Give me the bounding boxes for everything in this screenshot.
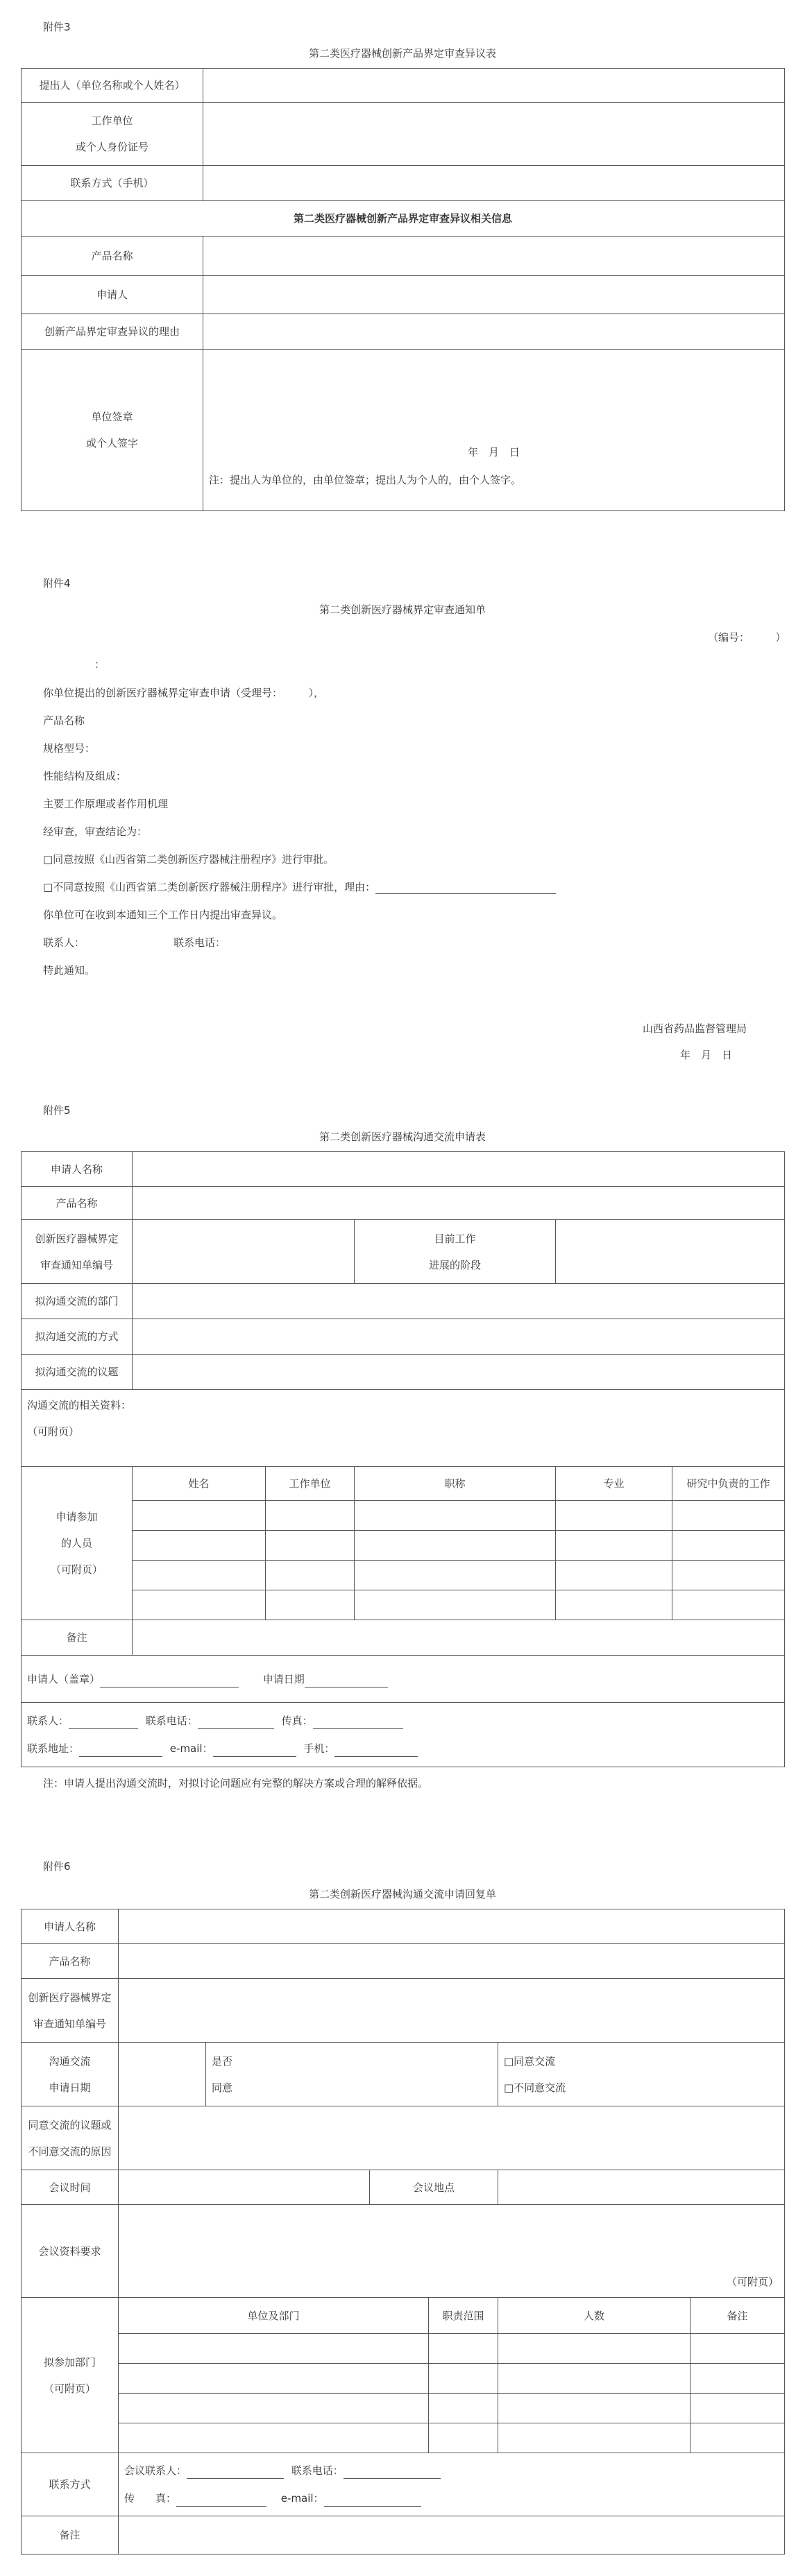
a6-applicant-name-label: 申请人名称	[22, 1909, 119, 1944]
a6-meeting-time-field[interactable]	[119, 2170, 370, 2205]
a5-people-cell[interactable]	[556, 1561, 672, 1590]
a4-p2: 产品名称	[43, 714, 85, 727]
a6-title: 第二类创新医疗器械沟通交流申请回复单	[308, 1888, 496, 1900]
a5-materials-field[interactable]	[22, 1390, 785, 1467]
a5-people-cell[interactable]	[355, 1590, 556, 1620]
a5-product-name-field[interactable]	[133, 1187, 785, 1220]
a6-dept-cell[interactable]	[690, 2364, 785, 2394]
a5-dept-label: 拟沟通交流的部门	[22, 1284, 133, 1319]
a5-applicant-name-field[interactable]	[133, 1152, 785, 1187]
a3-section-header: 第二类医疗器械创新产品界定审查异议相关信息	[22, 201, 785, 237]
a5-fax-blank[interactable]	[313, 1717, 403, 1729]
a6-applicant-name-field[interactable]	[119, 1909, 785, 1944]
a5-people-cell[interactable]	[672, 1531, 785, 1561]
a6-whether-label: 是否 同意	[206, 2043, 498, 2106]
a5-topic-label: 拟沟通交流的议题	[22, 1355, 133, 1390]
a6-remark-label: 备注	[22, 2516, 119, 2554]
a4-p11: 特此通知。	[43, 964, 96, 977]
a3-applicant-field[interactable]	[203, 276, 785, 314]
a5-materials-attach: （可附页）	[27, 1425, 80, 1438]
a4-p6: 经审查，审查结论为：	[43, 825, 148, 838]
a6-header-scope: 职责范围	[429, 2298, 498, 2334]
a6-dept-cell[interactable]	[429, 2394, 498, 2423]
a4-label: 附件4	[43, 577, 71, 590]
a6-contact-field: 会议联系人： 联系电话： 传 真： e-mail：	[119, 2453, 785, 2516]
a5-people-label: 申请参加 的人员 （可附页）	[22, 1467, 133, 1620]
a5-people-cell[interactable]	[266, 1561, 355, 1590]
a5-method-label: 拟沟通交流的方式	[22, 1319, 133, 1355]
a3-contact-label: 联系方式（手机）	[22, 166, 203, 201]
a6-header-unit: 单位及部门	[119, 2298, 429, 2334]
a5-date-blank[interactable]	[305, 1676, 388, 1688]
a6-materials-label: 会议资料要求	[22, 2205, 119, 2298]
a5-header-name: 姓名	[133, 1467, 266, 1501]
a6-meeting-time-label: 会议时间	[22, 2170, 119, 2205]
a6-agree-option[interactable]: □同意交流	[504, 2054, 556, 2068]
a4-p1: 你单位提出的创新医疗器械界定审查申请（受理号： ），	[43, 687, 325, 699]
a5-people-cell[interactable]	[556, 1531, 672, 1561]
a5-contact-person-blank[interactable]	[69, 1717, 138, 1729]
a5-notice-no-field[interactable]	[133, 1220, 355, 1284]
a5-people-cell[interactable]	[133, 1561, 266, 1590]
a5-people-cell[interactable]	[133, 1531, 266, 1561]
a6-fax-blank[interactable]	[176, 2495, 266, 2507]
a6-remark-field[interactable]	[119, 2516, 785, 2554]
a3-work-unit-field[interactable]	[203, 103, 785, 166]
a6-meeting-place-field[interactable]	[498, 2170, 785, 2205]
a5-remark-field[interactable]	[133, 1620, 785, 1656]
a6-meeting-contact-blank[interactable]	[187, 2467, 284, 2479]
a5-people-cell[interactable]	[266, 1590, 355, 1620]
a5-header-title: 职称	[355, 1467, 556, 1501]
a5-sign-row: 申请人（盖章） 申请日期	[22, 1656, 785, 1703]
a5-address-blank[interactable]	[79, 1745, 162, 1757]
a6-contact-phone-blank[interactable]	[344, 2467, 441, 2479]
a6-materials-field[interactable]	[119, 2205, 785, 2298]
a6-dept-cell[interactable]	[429, 2364, 498, 2394]
a4-date: 年 月 日	[680, 1049, 733, 1061]
a5-remark-label: 备注	[22, 1620, 133, 1656]
a3-reason-field[interactable]	[203, 314, 785, 350]
a5-product-name-label: 产品名称	[22, 1187, 133, 1220]
a6-notice-no-label: 创新医疗器械界定 审查通知单编号	[22, 1979, 119, 2043]
a3-contact-field[interactable]	[203, 166, 785, 201]
a5-topic-field[interactable]	[133, 1355, 785, 1390]
a6-email-blank[interactable]	[324, 2495, 421, 2507]
a5-people-cell[interactable]	[133, 1501, 266, 1531]
a3-objection-table	[21, 68, 785, 511]
a4-title: 第二类创新医疗器械界定审查通知单	[319, 603, 486, 616]
a6-date-label: 沟通交流 申请日期	[22, 2043, 119, 2106]
a6-dept-cell[interactable]	[119, 2334, 429, 2364]
a5-stage-label: 目前工作 进展的阶段	[355, 1220, 556, 1284]
a5-stage-field[interactable]	[556, 1220, 785, 1284]
a5-application-table	[21, 1151, 785, 1767]
a5-notice-no-label: 创新医疗器械界定 审查通知单编号	[22, 1220, 133, 1284]
a4-org: 山西省药品监督管理局	[643, 1022, 747, 1035]
a5-method-field[interactable]	[133, 1319, 785, 1355]
a4-contact-person: 联系人：	[43, 936, 85, 949]
a5-contact-row: 联系人： 联系电话： 传真： 联系地址： e-mail： 手机：	[22, 1703, 785, 1767]
a5-people-cell[interactable]	[672, 1501, 785, 1531]
a3-proposer-label: 提出人（单位名称或个人姓名）	[22, 69, 203, 103]
a6-meeting-place-label: 会议地点	[370, 2170, 498, 2205]
a5-label: 附件5	[43, 1104, 71, 1117]
a3-applicant-label: 申请人	[22, 276, 203, 314]
a5-title: 第二类创新医疗器械沟通交流申请表	[319, 1131, 486, 1143]
a5-contact-phone-blank[interactable]	[198, 1717, 274, 1729]
a4-p9: 你单位可在收到本通知三个工作日内提出审查异议。	[43, 909, 283, 921]
a5-people-cell[interactable]	[133, 1590, 266, 1620]
a6-materials-attach: （可附页）	[727, 2276, 779, 2288]
a6-topic-field[interactable]	[119, 2106, 785, 2170]
a6-product-name-label: 产品名称	[22, 1944, 119, 1979]
a6-header-remark: 备注	[690, 2298, 785, 2334]
a4-p7: □同意按照《山西省第二类创新医疗器械注册程序》进行审批。	[43, 853, 334, 866]
a6-dept-cell[interactable]	[498, 2334, 690, 2364]
a5-note: 注：申请人提出沟通交流时，对拟讨论问题应有完整的解决方案或合理的解释依据。	[43, 1777, 429, 1789]
a3-proposer-field[interactable]	[203, 69, 785, 103]
a6-dept-label: 拟参加部门 （可附页）	[22, 2298, 119, 2453]
a4-contact-phone: 联系电话：	[173, 936, 226, 949]
a5-people-cell[interactable]	[355, 1561, 556, 1590]
a3-product-name-field[interactable]	[203, 237, 785, 276]
a6-dept-cell[interactable]	[690, 2334, 785, 2364]
a4-number: （编号： ）	[708, 631, 786, 644]
a6-dept-cell[interactable]	[498, 2394, 690, 2423]
a5-email-blank[interactable]	[213, 1745, 296, 1757]
a3-product-name-label: 产品名称	[22, 237, 203, 276]
a5-people-cell[interactable]	[355, 1531, 556, 1561]
a5-people-cell[interactable]	[355, 1501, 556, 1531]
a6-dept-cell[interactable]	[498, 2423, 690, 2453]
a6-agree-options	[498, 2043, 785, 2106]
a6-dept-cell[interactable]	[690, 2394, 785, 2423]
a5-people-cell[interactable]	[672, 1561, 785, 1590]
a5-people-cell[interactable]	[672, 1590, 785, 1620]
a6-contact-label: 联系方式	[22, 2453, 119, 2516]
a5-mobile-blank[interactable]	[334, 1745, 418, 1757]
a6-disagree-option[interactable]: □不同意交流	[504, 2081, 566, 2094]
a5-people-cell[interactable]	[266, 1531, 355, 1561]
a5-materials-label: 沟通交流的相关资料：	[27, 1399, 132, 1411]
a5-header-duty: 研究中负责的工作	[672, 1467, 785, 1501]
a6-dept-cell[interactable]	[690, 2423, 785, 2453]
a4-reason-blank[interactable]	[375, 882, 556, 894]
a6-notice-no-field[interactable]	[119, 1979, 785, 2043]
a3-sign-field[interactable]	[203, 350, 785, 511]
a3-note: 注：提出人为单位的，由单位签章；提出人为个人的，由个人签字。	[209, 474, 522, 486]
a3-title: 第二类医疗器械创新产品界定审查异议表	[308, 47, 496, 60]
a5-people-cell[interactable]	[266, 1501, 355, 1531]
a3-work-unit-label: 工作单位 或个人身份证号	[22, 103, 203, 166]
a5-people-cell[interactable]	[556, 1501, 672, 1531]
a3-date: 年 月 日	[467, 446, 520, 458]
a4-p5: 主要工作原理或者作用机理	[43, 798, 169, 810]
a6-header-count: 人数	[498, 2298, 690, 2334]
a5-people-cell[interactable]	[556, 1590, 672, 1620]
a5-dept-field[interactable]	[133, 1284, 785, 1319]
a6-date-field[interactable]	[119, 2043, 206, 2106]
a5-applicant-name-label: 申请人名称	[22, 1152, 133, 1187]
a3-sign-label: 单位签章 或个人签字	[22, 350, 203, 511]
a3-label: 附件3	[43, 21, 71, 33]
a4-p4: 性能结构及组成：	[43, 770, 127, 782]
a5-sign-blank[interactable]	[100, 1676, 239, 1688]
a6-topic-label: 同意交流的议题或 不同意交流的原因	[22, 2106, 119, 2170]
a6-dept-cell[interactable]	[498, 2364, 690, 2394]
a4-salutation: ：	[94, 658, 105, 671]
a4-p3: 规格型号：	[43, 742, 96, 755]
a5-header-major: 专业	[556, 1467, 672, 1501]
a6-reply-table	[21, 1909, 785, 2554]
a4-p8: □不同意按照《山西省第二类创新医疗器械注册程序》进行审批，理由：	[43, 879, 556, 894]
a5-header-unit: 工作单位	[266, 1467, 355, 1501]
a6-dept-cell[interactable]	[119, 2364, 429, 2394]
a6-dept-cell[interactable]	[119, 2394, 429, 2423]
a6-dept-cell[interactable]	[429, 2423, 498, 2453]
a6-label: 附件6	[43, 1860, 71, 1873]
a3-reason-label: 创新产品界定审查异议的理由	[22, 314, 203, 350]
a6-dept-cell[interactable]	[119, 2423, 429, 2453]
a6-product-name-field[interactable]	[119, 1944, 785, 1979]
a6-dept-cell[interactable]	[429, 2334, 498, 2364]
